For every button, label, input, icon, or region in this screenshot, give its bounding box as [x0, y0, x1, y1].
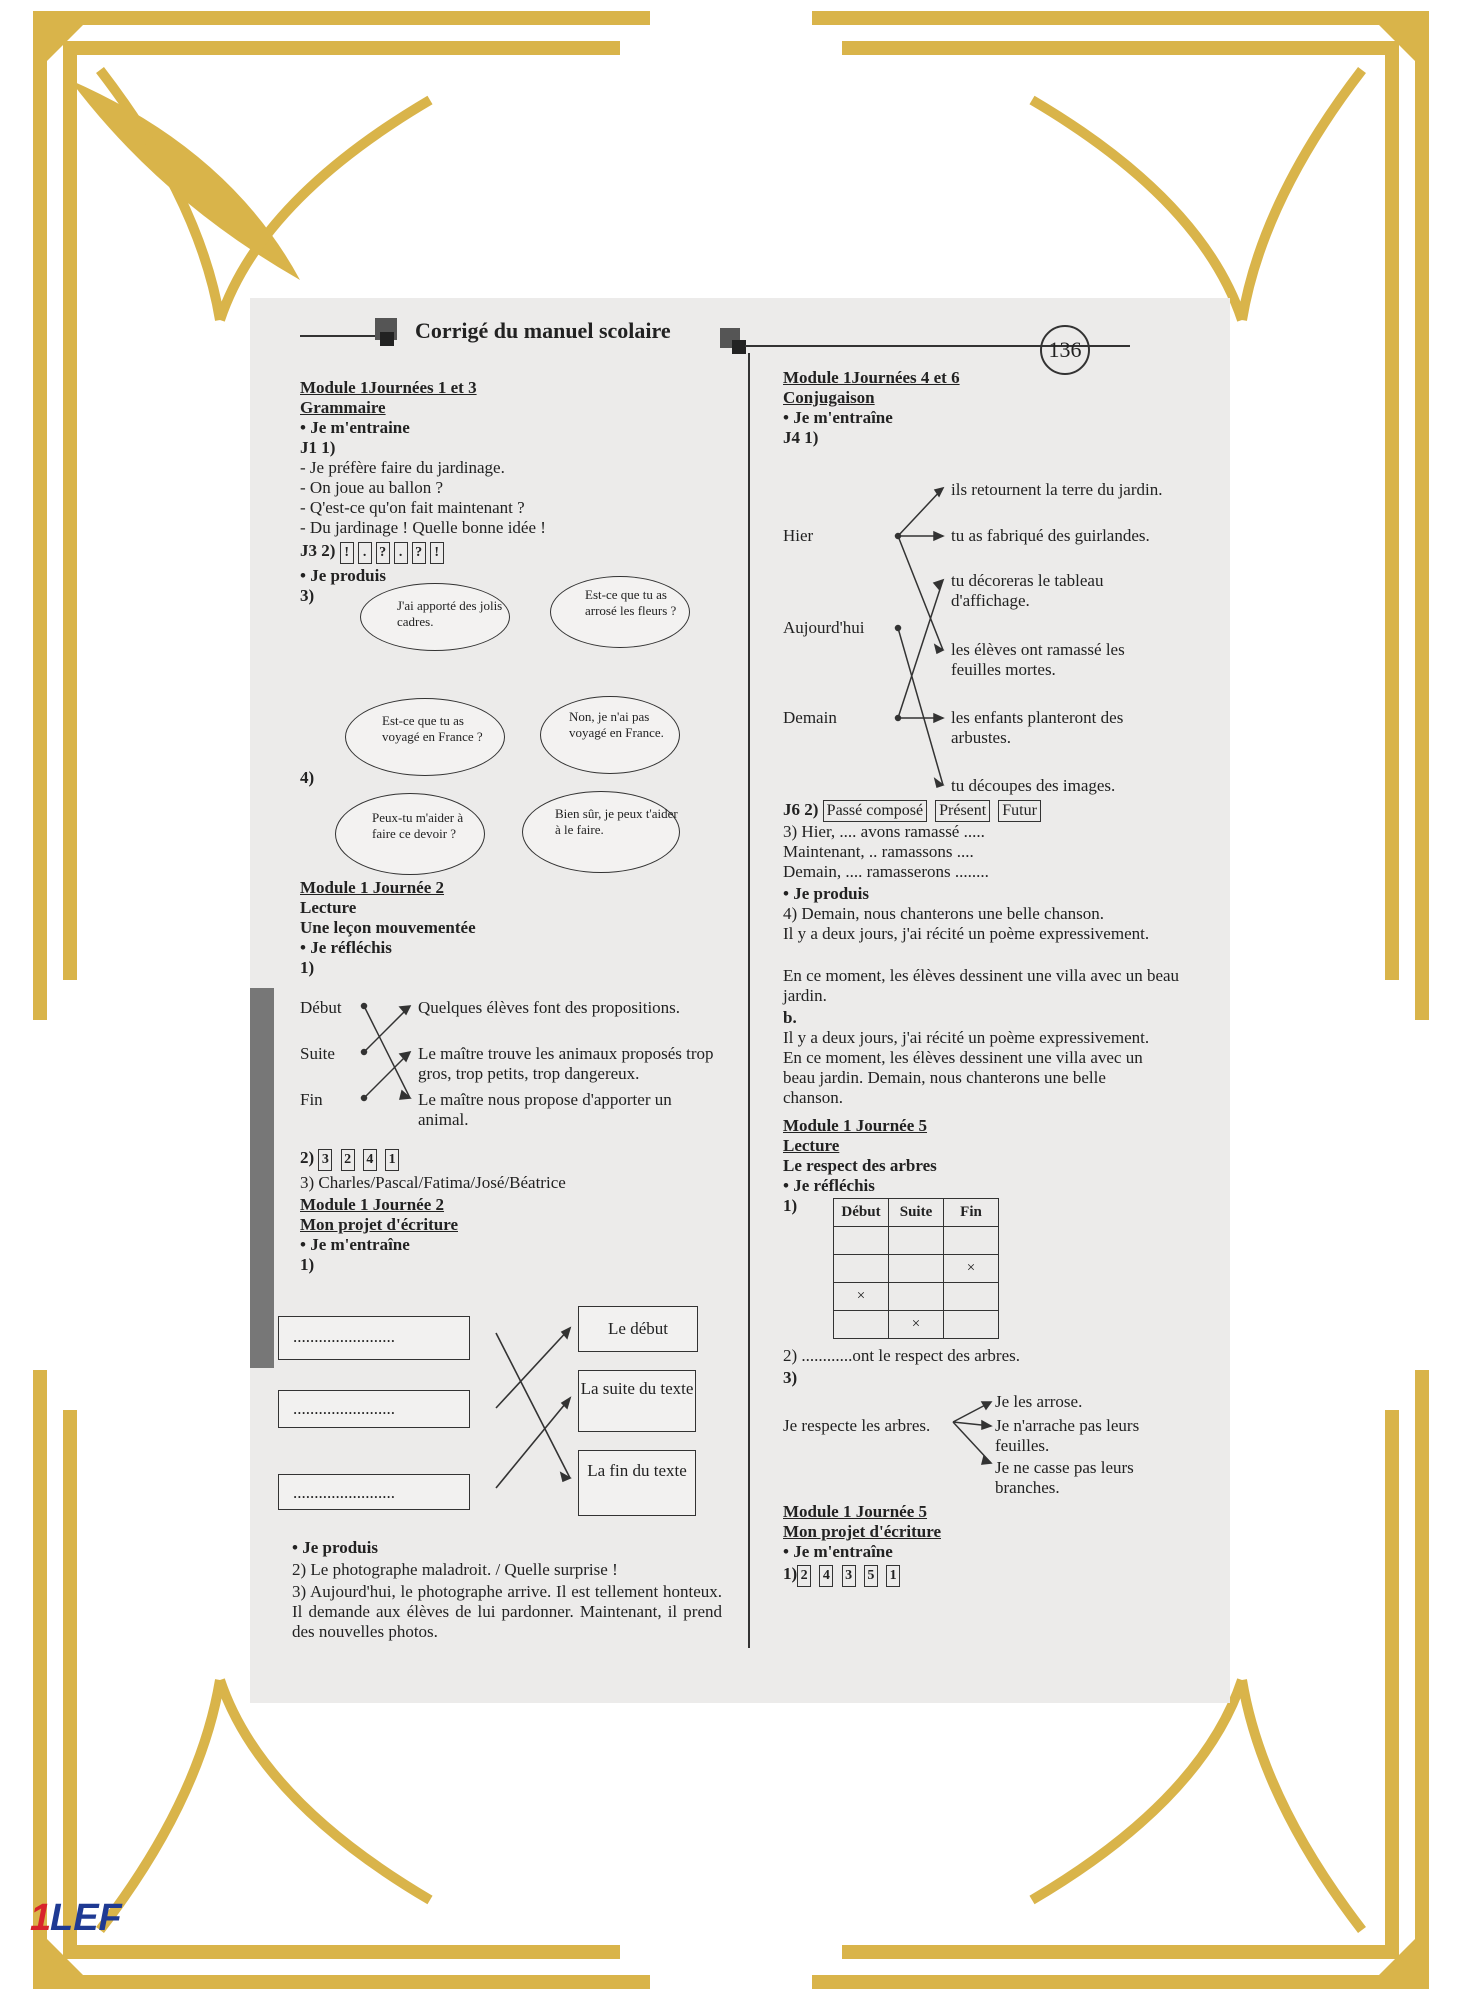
exercise-number: 1) [300, 1255, 315, 1274]
match-sentence: les enfants planteront des arbustes. [951, 708, 1124, 747]
exercise-number: 1) [783, 1196, 798, 1215]
exercise-number: J6 2) [783, 800, 819, 819]
exercise-heading: • Je produis [292, 1538, 378, 1557]
answer-box: 3 [842, 1565, 856, 1587]
section-title: Module 1 Journée 5 [783, 1116, 928, 1135]
exercise-heading: • Je m'entraîne [783, 1542, 893, 1561]
page-number-badge: 136 [1040, 325, 1090, 375]
answer-line: Maintenant, .. ramassons .... [783, 842, 974, 861]
exercise-heading: • Je m'entraîne [783, 408, 893, 427]
answer-box: 5 [864, 1565, 878, 1587]
exercise-number: 1) [783, 1564, 798, 1583]
section-subtitle: Mon projet d'écriture [300, 1215, 458, 1234]
section-title: Module 1Journées 4 et 6 [783, 368, 960, 387]
reading-title: Une leçon mouvementée [300, 918, 476, 937]
svg-text:1: 1 [30, 1897, 52, 1938]
speech-bubble: Est-ce que tu as arrosé les fleurs ? [550, 576, 690, 648]
textbook-page [250, 298, 1230, 1703]
site-logo [30, 1888, 130, 1938]
section-subtitle: Grammaire [300, 398, 386, 417]
exercise-number: 2) [300, 1148, 315, 1167]
page-title: Corrigé du manuel scolaire [415, 318, 671, 343]
match-label: Début [300, 998, 342, 1017]
dots: ........................ [293, 1399, 395, 1418]
answer-line: - Je préfère faire du jardinage. [300, 458, 505, 477]
answer-paragraph: Il y a deux jours, j'ai récité un poème expressivement. [783, 924, 1150, 943]
match-sentence: tu as fabriqué des guirlandes. [951, 526, 1150, 545]
speech-bubble: J'ai apporté des jolis cadres. [360, 583, 510, 651]
exercise-number: J4 1) [783, 428, 819, 447]
exercise-number: 3) [300, 586, 315, 605]
match-sentence: tu découpes des images. [951, 776, 1116, 795]
order-answers [783, 1564, 904, 1587]
answer-line: 2) ............ont le respect des arbres. [783, 1346, 1020, 1365]
answer-box: 4 [363, 1149, 377, 1171]
section-title: Module 1 Journée 5 [783, 1502, 928, 1521]
text-part-box: La suite du texte [578, 1370, 696, 1432]
respect-arrows [783, 298, 1213, 1498]
answer-line: Demain, .... ramasserons ........ [783, 862, 989, 881]
answer-box: 3 [318, 1149, 332, 1171]
dots: ........................ [293, 1327, 395, 1346]
table-header: Fin [944, 1199, 999, 1227]
exercise-number: 3) [783, 1368, 798, 1387]
answer-paragraph: Il y a deux jours, j'ai récité un poème expressivement. En ce moment, les élèves dessinent une villa avec un beau jardin. Demain, nous chanterons une belle chanson. [783, 1028, 1150, 1107]
answer-box: ? [412, 542, 426, 564]
reading-title: Le respect des arbres [783, 1156, 937, 1175]
match-sentence: ils retournent la terre du jardin. [951, 480, 1163, 499]
exercise-number: 4) [300, 768, 315, 787]
section-title: Module 1Journées 1 et 3 [300, 378, 477, 397]
respect-item: Je ne casse pas leurs branches. [995, 1458, 1134, 1497]
answer-line: 4) Demain, nous chanterons une belle chanson. [783, 904, 1105, 923]
answer-line: 3) Charles/Pascal/Fatima/José/Béatrice [300, 1173, 566, 1192]
speech-bubble: Bien sûr, je peux t'aider à le faire. [522, 791, 680, 873]
answer-box: . [358, 542, 372, 564]
section-subtitle: Mon projet d'écriture [783, 1522, 941, 1541]
answer-box: 4 [819, 1565, 833, 1587]
section-title: Module 1 Journée 2 [300, 878, 445, 897]
respect-root: Je respecte les arbres. [783, 1416, 931, 1435]
text-part-box: Le début [578, 1306, 698, 1352]
answer-box: 1 [886, 1565, 900, 1587]
exercise-heading: • Je réfléchis [783, 1176, 875, 1195]
match-sentence: tu décoreras le tableau d'affichage. [951, 571, 1104, 610]
section-subtitle: Lecture [300, 898, 357, 917]
answer-box: . [394, 542, 408, 564]
tense-box: Passé composé [823, 800, 927, 822]
table-header: Début [834, 1199, 889, 1227]
respect-item: Je les arrose. [995, 1392, 1083, 1411]
match-label: Suite [300, 1044, 335, 1063]
text-part-box: La fin du texte [578, 1450, 696, 1516]
answer-line: - Q'est-ce qu'on fait maintenant ? [300, 498, 525, 517]
time-label: Aujourd'hui [783, 618, 865, 637]
exercise-number: 1) [300, 958, 315, 977]
answer-paragraph: 3) Aujourd'hui, le photographe arrive. Il est tellement honteux. Il demande aux élèves de lui pardonner. Maintenant, il prend des nouvelles photos. [292, 1582, 722, 1641]
answer-box: ! [340, 542, 354, 564]
table-cell: × [944, 1255, 999, 1283]
section-subtitle: Lecture [783, 1136, 840, 1155]
answer-box: 2 [797, 1565, 811, 1587]
match-sentence: Le maître trouve les animaux proposés trop gros, trop petits, trop dangereux. [418, 1044, 714, 1083]
answer-line: 2) Le photographe maladroit. / Quelle surprise ! [292, 1560, 618, 1579]
answer-box: 2 [341, 1149, 355, 1171]
answer-box: ! [430, 542, 444, 564]
table-header: Suite [889, 1199, 944, 1227]
writing-arrows [300, 298, 740, 1598]
logo-mark [30, 1888, 130, 1938]
section-title: Module 1 Journée 2 [300, 1195, 445, 1214]
match-sentence: Quelques élèves font des propositions. [418, 998, 681, 1017]
exercise-number: J1 1) [300, 438, 336, 457]
speech-bubble: Non, je n'ai pas voyagé en France. [540, 696, 680, 774]
match-label: Fin [300, 1090, 323, 1109]
answer-box: 1 [385, 1149, 399, 1171]
time-label: Hier [783, 526, 814, 545]
tense-box: Futur [998, 800, 1041, 822]
exercise-heading: • Je m'entraîne [300, 1235, 410, 1254]
exercise-heading: • Je produis [300, 566, 386, 585]
exercise-heading: • Je m'entraine [300, 418, 410, 437]
answer-line: - Du jardinage ! Quelle bonne idée ! [300, 518, 546, 537]
match-sentence: les élèves ont ramassé les feuilles mortes. [951, 640, 1125, 679]
sub-label: b. [783, 1008, 797, 1027]
exercise-heading: • Je produis [783, 884, 869, 903]
exercise-heading: • Je réfléchis [300, 938, 392, 957]
table-cell: × [834, 1283, 889, 1311]
answer-line: - On joue au ballon ? [300, 478, 444, 497]
svg-text:LEF: LEF [50, 1897, 122, 1938]
table-cell: × [889, 1311, 944, 1339]
answer-line: 3) Hier, .... avons ramassé ..... [783, 822, 985, 841]
speech-bubble: Peux-tu m'aider à faire ce devoir ? [335, 793, 485, 875]
dots: ........................ [293, 1483, 395, 1502]
time-label: Demain [783, 708, 837, 727]
answer-paragraph: En ce moment, les élèves dessinent une villa avec un beau jardin. [783, 966, 1180, 1005]
tense-box: Présent [935, 800, 990, 822]
speech-bubble: Est-ce que tu as voyagé en France ? [345, 698, 505, 776]
match-sentence: Le maître nous propose d'apporter un animal. [418, 1090, 672, 1129]
respect-item: Je n'arrache pas leurs feuilles. [995, 1416, 1140, 1455]
answer-box: ? [376, 542, 390, 564]
exercise-number: J3 2) [300, 541, 336, 560]
section-subtitle: Conjugaison [783, 388, 875, 407]
